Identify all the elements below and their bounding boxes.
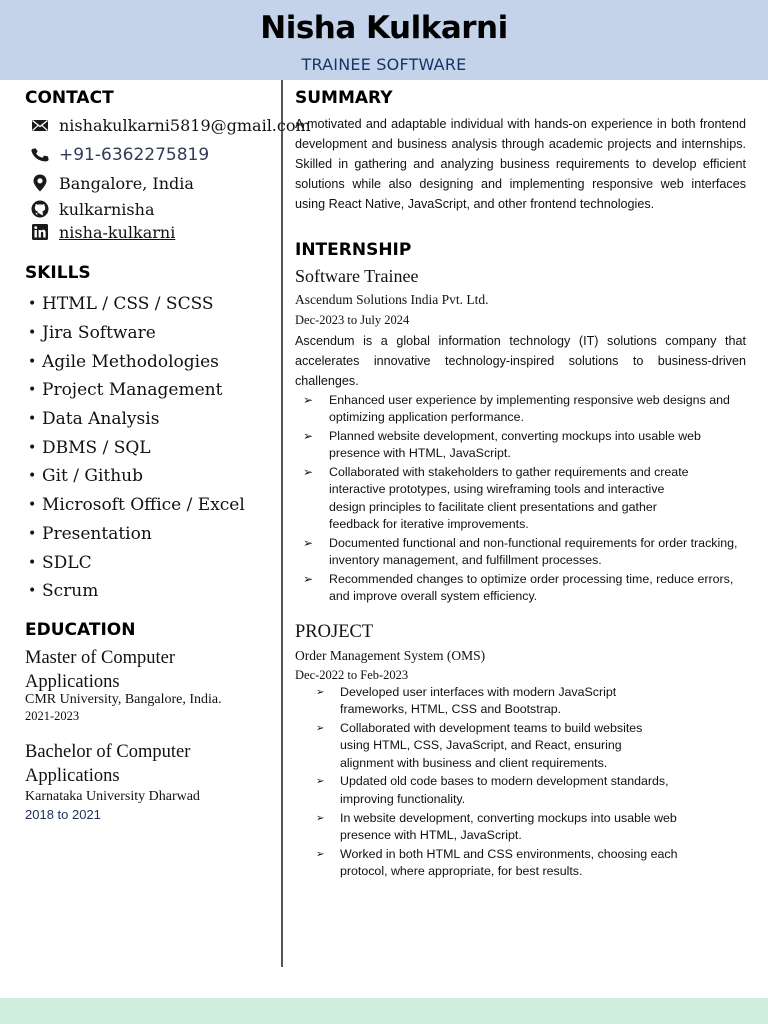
list-item: • Project Management xyxy=(28,380,223,401)
list-item: ➢ Worked in both HTML and CSS environments, choosing each protocol, where appropriate, for best results. xyxy=(316,846,678,878)
list-item: ➢ Documented functional and non-functional requirements for order tracking, inventory management, and fulfillment processes. xyxy=(303,535,738,568)
list-item: • SDLC xyxy=(28,552,92,573)
list-item: ➢ Recommended changes to optimize order processing time, reduce errors, and improve overall system efficiency. xyxy=(303,571,734,604)
list-item: ➢ Developed user interfaces with modern JavaScript frameworks, HTML, CSS and Bootstrap. xyxy=(316,685,617,717)
list-item: ➢ Updated old code bases to modern development standards, improving functionality. xyxy=(316,774,669,806)
education-institution: Karnataka University Dharwad xyxy=(25,789,200,804)
internship-heading: INTERNSHIP xyxy=(295,240,412,260)
summary-text: A motivated and adaptable individual with hands-on experience in both frontend development and business analysis through academic projects and internships. Skilled in gathering and analyzing business requirements to develop efficient solutions while also designing and implementing responsive web interfaces using React Native, JavaScript, and other frontend technologies. xyxy=(295,117,746,211)
candidate-name: Nisha Kulkarni xyxy=(260,10,508,46)
education-years: 2021-2023 xyxy=(25,709,80,723)
list-item: • Data Analysis xyxy=(28,409,160,430)
map-pin-icon xyxy=(31,174,49,192)
education-institution: CMR University, Bangalore, India. xyxy=(25,692,222,707)
list-item: • Scrum xyxy=(28,581,99,602)
list-item: ➢ In website development, converting mockups into usable web presence with HTML, JavaScript. xyxy=(316,810,677,842)
summary-heading: SUMMARY xyxy=(295,88,393,108)
contact-email: nishakulkarni5819@gmail.com xyxy=(59,115,311,135)
list-item: • Microsoft Office / Excel xyxy=(28,495,245,516)
list-item: ➢ Collaborated with development teams to build websites using HTML, CSS, JavaScript, and React, ensuring alignment with business and client requirements. xyxy=(316,721,643,770)
project-name: Order Management System (OMS) xyxy=(295,648,486,663)
list-item: ➢ Planned website development, converting mockups into usable web presence with HTML, JavaScript. xyxy=(303,429,701,461)
contact-github: kulkarnisha xyxy=(59,199,155,219)
list-item: • DBMS / SQL xyxy=(28,437,151,458)
list-item: • Presentation xyxy=(28,523,152,544)
education-years: 2018 to 2021 xyxy=(25,807,101,822)
footer-band xyxy=(0,998,768,1024)
project-dates: Dec-2022 to Feb-2023 xyxy=(295,668,409,682)
linkedin-icon xyxy=(31,223,49,241)
contact-linkedin-link[interactable]: nisha-kulkarni xyxy=(59,222,176,242)
education-degree: Master of Computer Applications xyxy=(25,648,176,692)
list-item: ➢ Collaborated with stakeholders to gather requirements and create interactive prototypes, using wireframing tools and interactive design principles to facilitate client presentations and gather feedback for iterative improvements. xyxy=(303,465,689,532)
contact-linkedin-row[interactable] xyxy=(31,220,175,244)
contact-phone: +91-6362275819 xyxy=(59,145,210,165)
list-item: • Jira Software xyxy=(28,323,156,344)
skills-heading: SKILLS xyxy=(25,263,91,283)
internship-company-description: Ascendum is a global information technology (IT) solutions company that accelerates innovative technology-inspired solutions to business-driven challenges. xyxy=(295,334,746,388)
contact-location: Bangalore, India xyxy=(59,173,194,193)
contact-email-row[interactable] xyxy=(31,113,311,137)
candidate-title: TRAINEE SOFTWARE xyxy=(301,55,467,74)
internship-dates: Dec-2023 to July 2024 xyxy=(295,313,410,327)
list-item: • HTML / CSS / SCSS xyxy=(28,294,214,315)
contact-github-row[interactable] xyxy=(31,197,154,221)
github-icon xyxy=(31,200,49,218)
contact-heading: CONTACT xyxy=(25,88,114,108)
contact-location-row xyxy=(31,171,194,195)
internship-company: Ascendum Solutions India Pvt. Ltd. xyxy=(295,292,489,307)
list-item: ➢ Enhanced user experience by implementing responsive web designs and optimizing application performance. xyxy=(303,393,730,425)
column-divider xyxy=(281,80,283,967)
mail-icon xyxy=(31,116,49,134)
list-item: • Git / Github xyxy=(28,466,144,487)
list-item: • Agile Methodologies xyxy=(28,351,219,372)
contact-phone-row[interactable] xyxy=(31,143,209,167)
education-heading: EDUCATION xyxy=(25,620,136,640)
phone-icon xyxy=(31,146,49,164)
education-degree: Bachelor of Computer Applications xyxy=(25,742,191,786)
project-heading: PROJECT xyxy=(295,622,374,642)
internship-role: Software Trainee xyxy=(295,266,419,286)
project-bullets xyxy=(316,684,696,882)
internship-bullets xyxy=(303,392,748,607)
skills-list xyxy=(28,290,245,606)
